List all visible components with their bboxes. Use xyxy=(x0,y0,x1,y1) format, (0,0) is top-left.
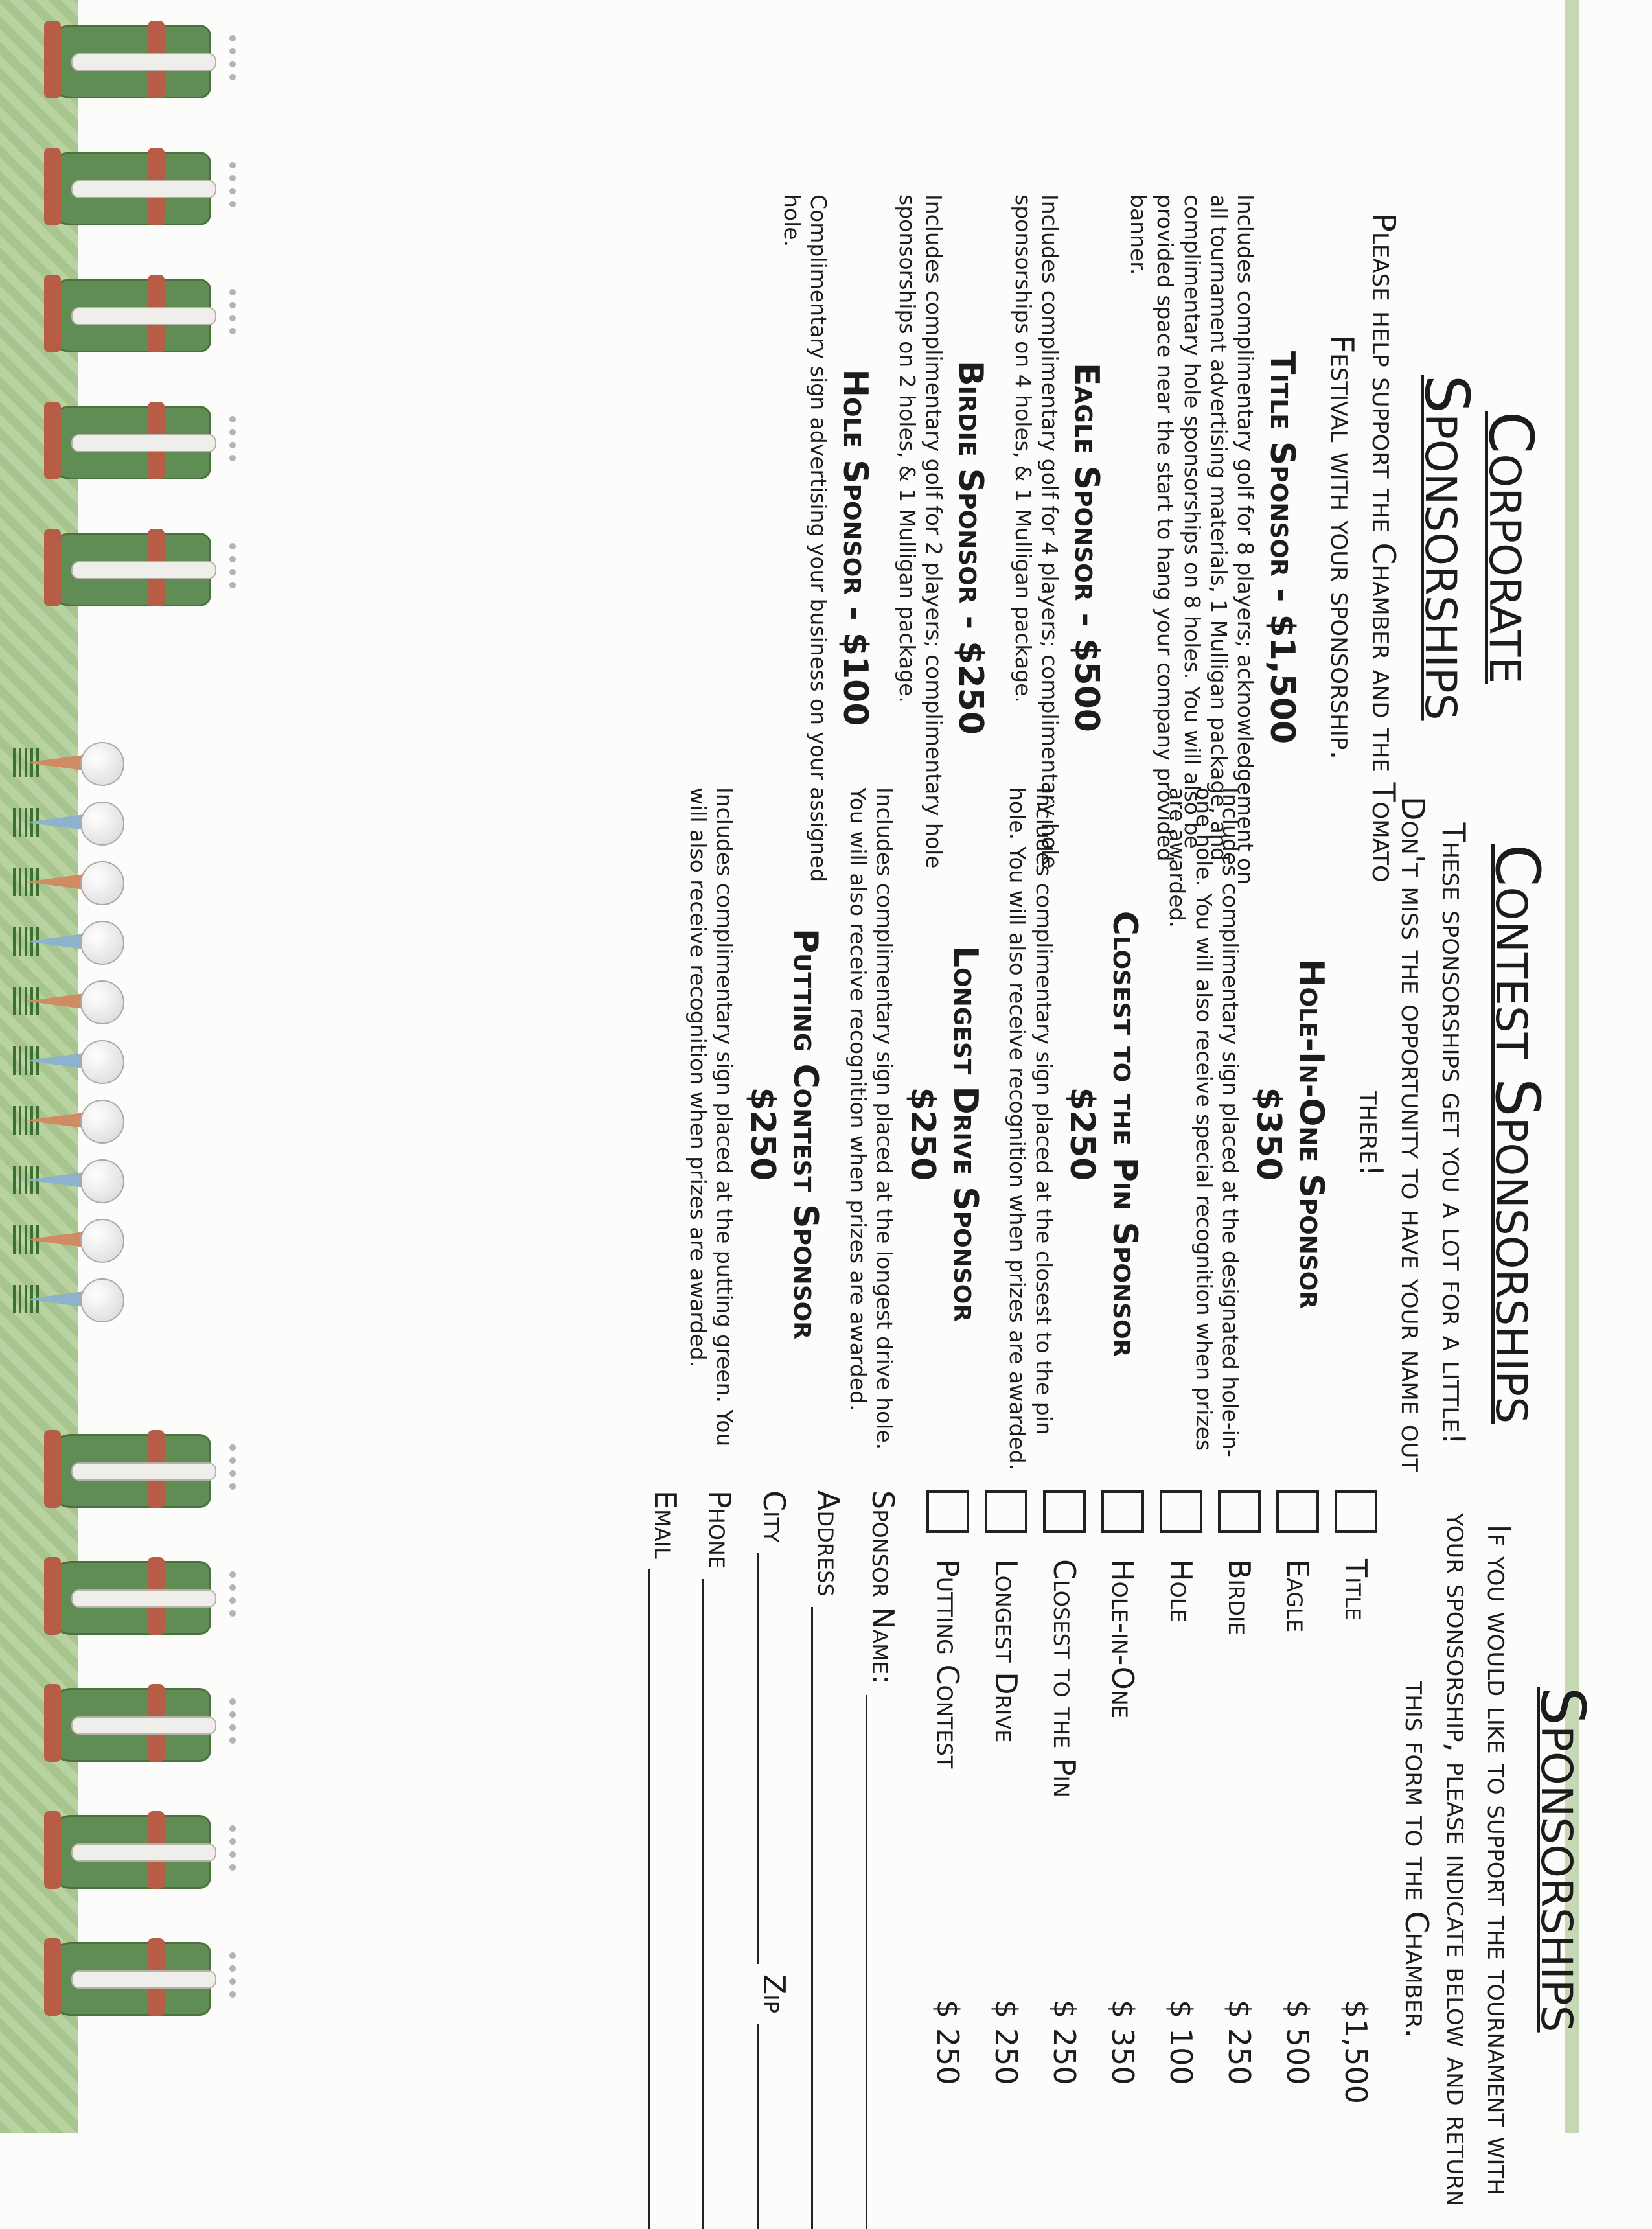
option-price: $1,500 xyxy=(1338,2000,1374,2104)
golf-bag-icon xyxy=(13,521,233,612)
sponsor-name-line[interactable] xyxy=(866,1695,893,2229)
option-checkbox[interactable] xyxy=(1218,1490,1261,1533)
option-checkbox[interactable] xyxy=(1043,1490,1086,1533)
golf-ball-on-tee-icon xyxy=(13,1272,162,1328)
contact-fields xyxy=(648,1490,901,2229)
corporate-title-line2: Sponsorships xyxy=(1411,375,1482,721)
sponsor-heading: Title Sponsor - $1,500 xyxy=(1263,351,1302,745)
sponsor-description: Includes complimentary golf for 4 players; complimentary hole sponsorships on 4 holes, & 1 Mulligan package. xyxy=(1010,194,1062,869)
phone-label: Phone xyxy=(702,1490,738,1569)
phone-line[interactable] xyxy=(702,1579,730,2229)
golf-bag-icon xyxy=(13,1422,233,1513)
golf-bag-icon xyxy=(13,1803,233,1894)
sponsor-heading: Birdie Sponsor - $250 xyxy=(951,360,991,735)
address-label: Address xyxy=(811,1490,847,1597)
contest-description: Includes complimentary sign placed at the putting green. You will also receive recognition when prizes are awarded. xyxy=(685,787,738,1447)
contest-price: $250 xyxy=(903,1087,942,1181)
sponsor-description: Includes complimentary golf for 2 players; complimentary hole sponsorships on 2 holes, & 1 Mulligan package. xyxy=(895,194,947,869)
option-price: $ 250 xyxy=(989,2000,1024,2085)
contest-title: Contest Sponsorships xyxy=(1482,844,1552,1424)
golf-ball-on-tee-icon xyxy=(13,795,162,851)
option-price: $ 100 xyxy=(1164,2000,1199,2085)
option-label: Title xyxy=(1338,1559,1374,1621)
option-label: Birdie xyxy=(1222,1559,1257,1635)
contest-sponsorships-panel xyxy=(224,787,1552,1481)
golf-bag-icon xyxy=(13,1676,233,1767)
option-checkbox[interactable] xyxy=(985,1490,1027,1533)
option-label: Longest Drive xyxy=(989,1559,1024,1743)
contest-item-longest-drive xyxy=(845,787,985,1481)
sponsor-description: Includes complimentary golf for 8 players; acknowledgement on all tournament advertising materials, 1 Mulligan package, and complimentary hole sponsorships on 8 holes. You will also be provided space near the start to hang your company provided banner. xyxy=(1126,194,1259,885)
option-checkbox[interactable] xyxy=(1335,1490,1377,1533)
email-line[interactable] xyxy=(648,1569,676,2229)
option-price: $ 350 xyxy=(1105,2000,1141,2085)
contest-item-closest-to-pin xyxy=(1004,787,1145,1481)
sponsor-name-field[interactable] xyxy=(866,1490,901,2229)
zip-label: Zip xyxy=(757,1974,792,2013)
option-price: $ 250 xyxy=(1047,2000,1083,2085)
golf-ball-on-tee-icon xyxy=(13,1153,162,1208)
sponsor-heading: Eagle Sponsor - $500 xyxy=(1067,363,1106,732)
contest-price: $350 xyxy=(1249,1087,1289,1181)
email-label: Email xyxy=(648,1490,683,1559)
contest-intro: These sponsorships get you a lot for a little! Don't miss the opportunity to have your name out there! xyxy=(1352,796,1473,1472)
city-zip-field[interactable] xyxy=(757,1490,792,2229)
option-checkbox[interactable] xyxy=(1276,1490,1319,1533)
contest-heading: Putting Contest Sponsor xyxy=(786,929,825,1339)
golf-bag-icon xyxy=(13,394,233,485)
contest-description: Includes complimentary sign placed at the longest drive hole. You will also receive recognition when prizes are awarded. xyxy=(845,787,897,1450)
city-label: City xyxy=(757,1490,792,1543)
golf-ball-on-tee-icon xyxy=(13,1212,162,1268)
contest-item-hole-in-one xyxy=(1164,787,1331,1481)
option-row-closest-to-pin xyxy=(1043,1490,1086,2229)
golf-bag-icon xyxy=(13,13,233,104)
option-label: Hole xyxy=(1164,1559,1199,1623)
golf-ball-column xyxy=(13,735,233,1332)
option-row-title xyxy=(1335,1490,1377,2229)
corporate-title-line1: Corporate xyxy=(1475,411,1546,684)
option-row-putting-contest xyxy=(926,1490,969,2229)
sponsor-name-label: Sponsor Name: xyxy=(866,1490,901,1685)
contest-price: $250 xyxy=(1062,1087,1102,1181)
option-checkbox[interactable] xyxy=(1160,1490,1202,1533)
corporate-intro: Please help support the Chamber and the Tomato Festival with your sponsorship. xyxy=(1323,213,1402,883)
sponsorship-options xyxy=(926,1490,1377,2229)
option-row-eagle xyxy=(1276,1490,1319,2229)
sponsorship-form-panel xyxy=(246,1490,1598,2229)
golf-ball-on-tee-icon xyxy=(13,1034,162,1089)
option-label: Closest to the Pin xyxy=(1047,1559,1083,1797)
golf-bag-column-bottom xyxy=(13,1422,233,2057)
phone-field[interactable] xyxy=(702,1490,737,2229)
option-price: $ 250 xyxy=(930,2000,966,2085)
address-field[interactable] xyxy=(811,1490,846,2229)
city-line[interactable] xyxy=(757,1553,785,1964)
golf-ball-on-tee-icon xyxy=(13,974,162,1030)
contest-item-putting xyxy=(685,787,825,1481)
option-row-birdie xyxy=(1218,1490,1261,2229)
option-checkbox[interactable] xyxy=(926,1490,969,1533)
address-line[interactable] xyxy=(811,1607,839,2229)
contest-description: Includes complimentary sign placed at the designated hole-in-one hole. You will also receive special recognition when prizes are awarded. xyxy=(1164,787,1244,1457)
golf-bag-icon xyxy=(13,1549,233,1640)
contest-heading: Hole-In-One Sponsor xyxy=(1292,958,1331,1310)
option-label: Hole-in-One xyxy=(1105,1559,1141,1719)
email-field[interactable] xyxy=(648,1490,683,2229)
contest-description: Includes complimentary sign placed at the closest to the pin hole. You will also receive recognition when prizes are awarded. xyxy=(1005,787,1057,1471)
golf-ball-on-tee-icon xyxy=(13,735,162,791)
option-label: Putting Contest xyxy=(930,1559,966,1769)
sponsor-description: Complimentary sign advertising your business on your assigned hole. xyxy=(779,194,831,883)
option-checkbox[interactable] xyxy=(1101,1490,1144,1533)
golf-bag-column-top xyxy=(13,13,233,648)
option-row-longest-drive xyxy=(985,1490,1027,2229)
option-row-hole-in-one xyxy=(1101,1490,1144,2229)
golf-bag-icon xyxy=(13,267,233,358)
golf-ball-on-tee-icon xyxy=(13,1093,162,1149)
golf-bag-icon xyxy=(13,1930,233,2021)
sponsor-heading: Hole Sponsor - $100 xyxy=(836,369,875,726)
option-label: Eagle xyxy=(1280,1559,1316,1633)
golf-ball-on-tee-icon xyxy=(13,855,162,910)
contest-heading: Closest to the Pin Sponsor xyxy=(1105,910,1145,1357)
zip-line[interactable] xyxy=(757,2024,785,2229)
form-intro: If you would like to support the tournament with your sponsorship, please indicate below and return this form to the Chamber. xyxy=(1397,1512,1518,2207)
option-price: $ 250 xyxy=(1222,2000,1257,2085)
contest-heading: Longest Drive Sponsor xyxy=(946,945,985,1322)
golf-ball-on-tee-icon xyxy=(13,914,162,970)
option-price: $ 500 xyxy=(1280,2000,1316,2085)
contest-price: $250 xyxy=(743,1087,783,1181)
form-title: Sponsorships xyxy=(1527,1687,1598,2033)
golf-bag-icon xyxy=(13,140,233,231)
option-row-hole xyxy=(1160,1490,1202,2229)
